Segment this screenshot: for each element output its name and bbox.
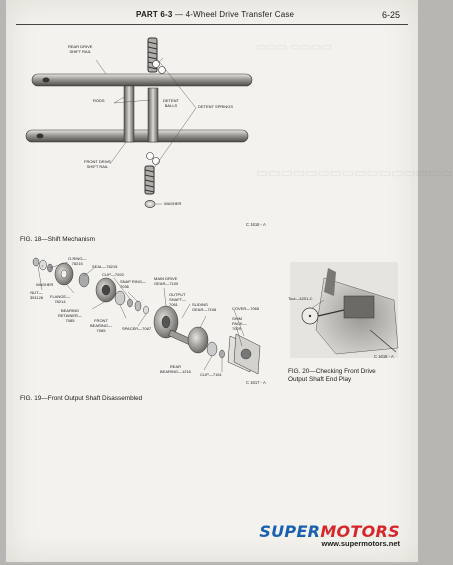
manual-page xyxy=(6,0,453,562)
brand-part-super: SUPER xyxy=(259,522,321,541)
label-sliding-gear: SLIDING GEAR—7106 xyxy=(192,302,217,312)
label-shim-pack: SHIM PACK— 7029 xyxy=(232,316,247,331)
section-title: 4-Wheel Drive Transfer Case xyxy=(185,10,295,19)
label-washer: WASHER xyxy=(164,201,182,206)
label-rear-drive-shift-rail: REAR DRIVE SHIFT RAIL xyxy=(68,44,93,54)
brand-part-motors: MOTORS xyxy=(320,522,400,541)
label-output-shaft: OUTPUT SHAFT— 7061 xyxy=(169,292,187,307)
label-snap-ring: SNAP RING— 7036 xyxy=(120,279,146,289)
fig20-caption: FIG. 20—Checking Front Drive Output Shaft End Play xyxy=(288,368,376,383)
label-rear-bearing: REAR BEARING—1216 xyxy=(160,364,191,374)
part-number: PART 6-3 xyxy=(136,10,173,19)
fig19-code: C 1617 - A xyxy=(246,380,266,385)
label-spacer: SPACER—7067 xyxy=(122,326,152,331)
label-seal: SEAL—78215 xyxy=(92,264,118,269)
label-o-ring: O-RING— 78215 xyxy=(68,256,87,266)
brand-url: www.supermotors.net xyxy=(321,539,400,548)
fig20-code: C 1618 - A xyxy=(374,354,394,359)
label-nut: NUT— 351126 xyxy=(30,290,44,300)
header-dash: — xyxy=(175,10,184,19)
page-number: 6-25 xyxy=(381,10,400,20)
bleed-through: ▭▭▭▭▭▭▭▭▭▭▭▭▭▭▭▭ xyxy=(256,165,453,180)
label-clip-bottom: CLIP—7161 xyxy=(200,372,222,377)
bleed-through: ▭▭▭ ▭▭▭▭ xyxy=(256,41,332,53)
label-detent-balls: DETENT BALLS xyxy=(163,98,179,108)
label-detent-springs: DETENT SPRINGS xyxy=(198,104,234,109)
label-front-drive-shift-rail: FRONT DRIVE SHIFT RAIL xyxy=(84,159,112,169)
label-cover: COVER—7065 xyxy=(232,306,260,311)
label-bearing-retainer: BEARING RETAINER— 7085 xyxy=(58,308,82,323)
label-tool: Tool—4201-C xyxy=(288,296,313,301)
label-front-bearing: FRONT BEARING— 7065 xyxy=(90,318,113,333)
supermotors-watermark xyxy=(259,522,400,548)
label-rods: RODS xyxy=(93,98,105,103)
label-main-drive-gear: MAIN DRIVE GEAR—7100 xyxy=(154,276,179,286)
fig19-caption: FIG. 19—Front Output Shaft Disassembled xyxy=(20,395,143,402)
label-clip-top: CLIP—7092 xyxy=(102,272,124,277)
end-play-photo xyxy=(6,0,418,370)
fig18-code: C 1616 - A xyxy=(246,222,266,227)
label-washer: WASHER xyxy=(36,282,54,287)
fig18-caption: FIG. 18—Shift Mechanism xyxy=(20,236,95,243)
label-flange: FLANGE— 78214 xyxy=(50,294,71,304)
